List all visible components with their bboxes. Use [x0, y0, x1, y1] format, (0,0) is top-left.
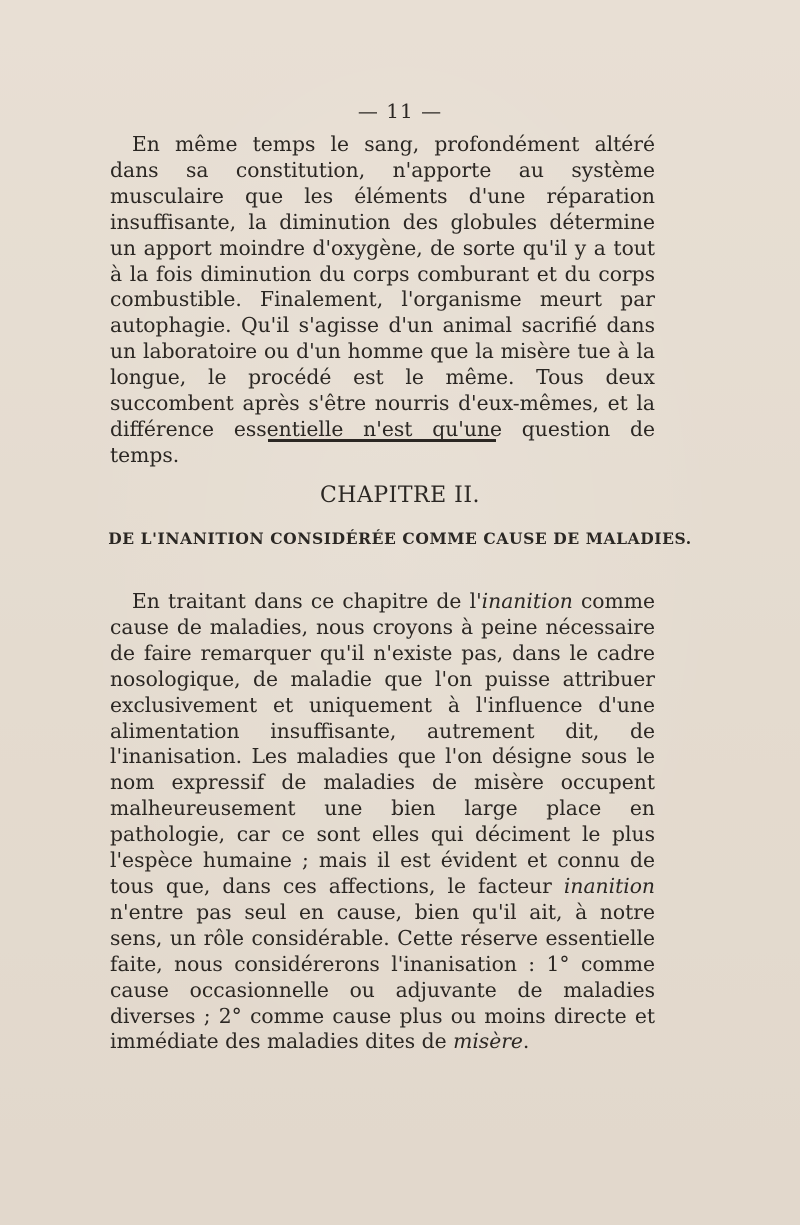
body-paragraph-1: En même temps le sang, profondément altéré dans sa constitution, n'apporte au système musculaire que les éléments d'une réparation insuffisante, la diminution des globules détermine un apport moindre d'oxygène, de sorte qu'il y a tout à la fois diminution du corps comburant et du corps combustible. Finalement, l'organisme meurt par autophagie. Qu'il s'agisse d'un animal sacrifié dans un laboratoire ou d'un homme que la misère tue à la longue, le procédé est le même. Tous deux succombent après s'être nourris d'eux-mêmes, et la différence essentielle n'est qu'une question de temps.	[110, 132, 655, 467]
italic-term: inanition	[563, 873, 655, 898]
section-divider	[268, 439, 496, 442]
paragraph-text: .	[522, 1029, 530, 1054]
chapter-title: CHAPITRE II.	[319, 483, 481, 508]
page-number: — 11 —	[357, 99, 443, 123]
paragraph-text: comme cause de maladies, nous croyons à peine nécessaire de faire remarquer qu'il n'existe pas, dans le cadre nosologique, de maladie que l'on puisse attribuer exclusivement et uniquement à l'influence d'une alimentation insuffisante, autrement dit, de l'inanisation. Les maladies que l'on désigne sous le nom expressif de maladies de misère occupent malheureusement une bien large place en pathologie, car ce sont elles qui déciment le plus l'espèce humaine ; mais il est évident et connu de tous que, dans ces affections, le facteur	[110, 589, 655, 898]
paragraph-text: En traitant dans ce chapitre de l'	[132, 589, 482, 613]
italic-term: inanition	[481, 589, 573, 613]
body-paragraph-2	[110, 589, 655, 1055]
chapter-subtitle: DE L'INANITION CONSIDÉRÉE COMME CAUSE DE MALADIES.	[108, 529, 692, 548]
paragraph-text: n'entre pas seul en cause, bien qu'il ait, à notre sens, un rôle considérable. Cette réserve essentielle faite, nous considérerons l'inanisation : 1° comme cause occasionnelle ou adjuvante de maladies diverses ; 2° comme cause plus ou moins directe et immédiate des maladies dites de	[110, 899, 655, 1054]
italic-term: misère	[453, 1029, 523, 1054]
